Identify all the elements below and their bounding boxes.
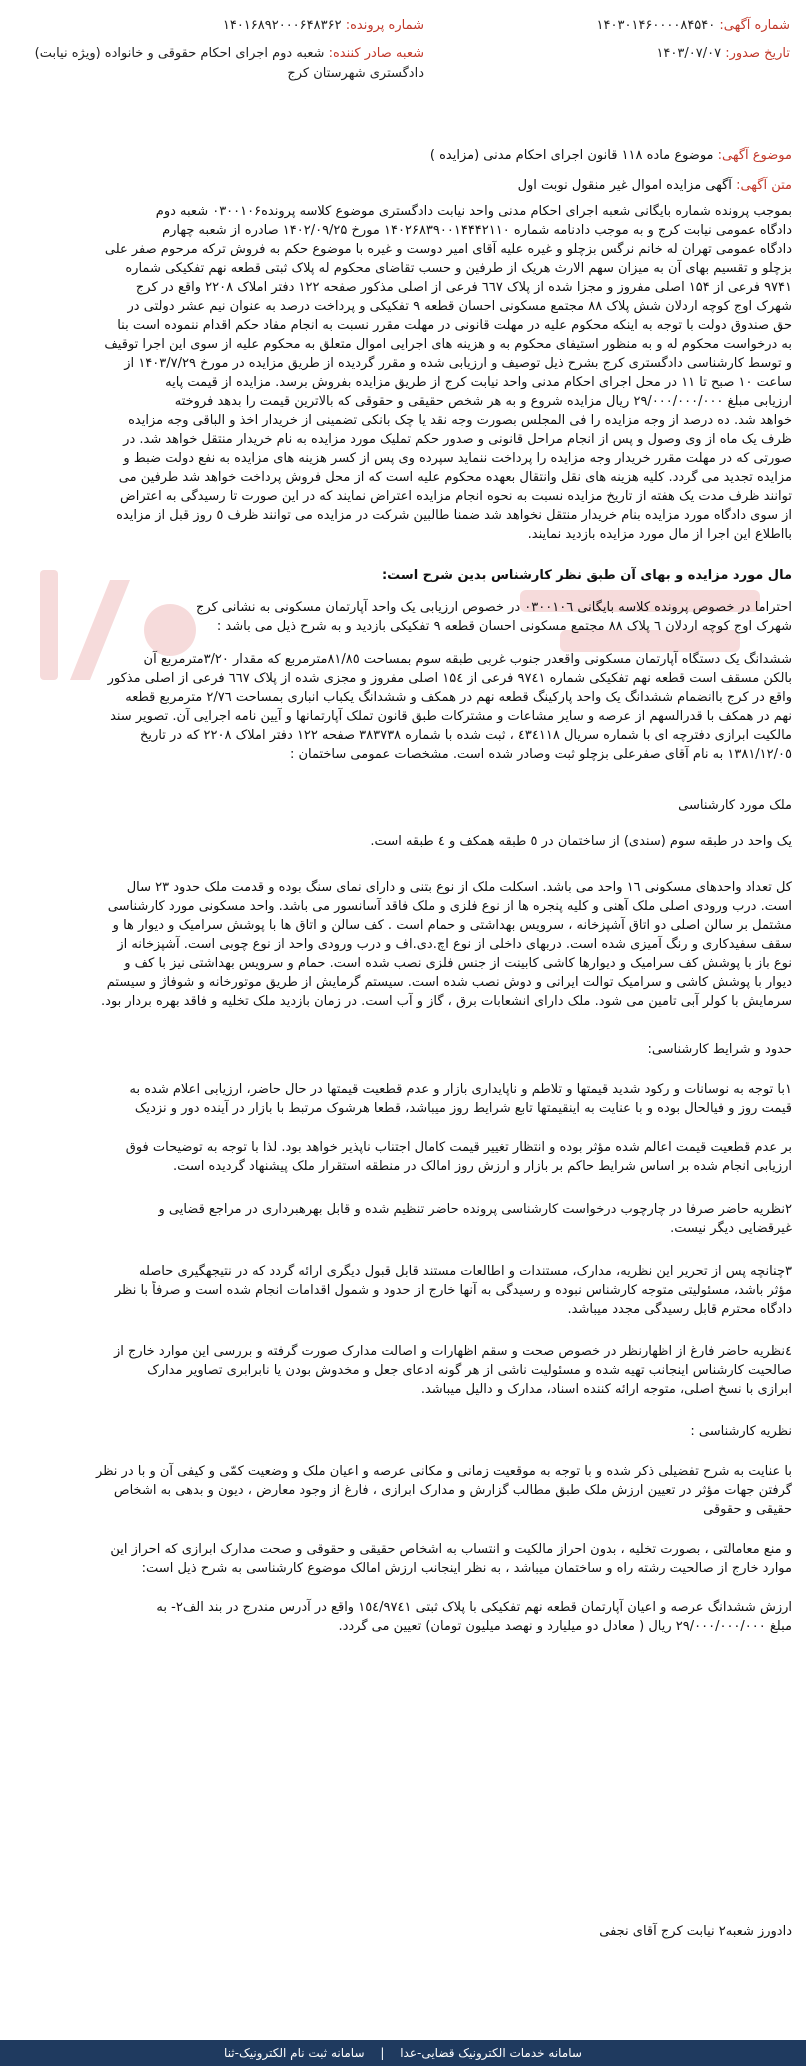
p1-line: از سوی دادگاه مورد مزایده بنام خریدار منتقل نخواهد شد ضمنا طالبین شرکت در مزایده می توانند ظرف ٥ روز قبل از مزایده bbox=[116, 508, 792, 523]
issuer-row bbox=[35, 46, 424, 61]
p5-line: کل تعداد واحدهای مسکونی ١٦ واحد می باشد. اسکلت ملک از نوع بتنی و دارای نمای سنگ بوده و قدمت ملک حدود ۲۳ سال bbox=[126, 880, 792, 895]
case-number-value: ۱۴۰۱۶۸۹۲۰۰۰۶۴۸۳۶۲ bbox=[222, 18, 342, 33]
p5-line: دیوار با پوشش کاشی و سرامیک توالت ایرانی و دوش نصب شده است. سیستم گرمایش از طریق موتورخانه و شوفاژ و سیستم bbox=[106, 975, 792, 990]
p1-line: شهرک اوج کوچه اردلان شش پلاک ۸۸ مجتمع مسکونی احسان قطعه ۹ تفکیکی و پرداخت درصد به عنوان نیم عشر دولتی در bbox=[127, 299, 792, 314]
ad-number-row bbox=[597, 18, 790, 33]
section-title: حدود و شرایط کارشناسی: bbox=[647, 1042, 792, 1057]
footer-link-sana[interactable]: سامانه ثبت نام الکترونیک-ثنا bbox=[224, 2046, 365, 2060]
p10-line: ابرازی با نسخ اصلی، متوجه ارائه کننده اسناد، مدارک و دالیل میباشد. bbox=[420, 1382, 792, 1397]
p1-line: دادگاه عمومی تهران له خانم نرگس بزچلو و غیره علیه آقای امیر دوست و غیره با موضوع حکم به فروش ترکه مرحوم صفر علی bbox=[104, 242, 792, 257]
issuer-label: شعبه صادر کننده: bbox=[328, 46, 424, 61]
p7-line: ارزیابی انجام شده بر اساس شرایط حاکم بر بازار و ارزش روز امالک در منطقه استقرار ملک پیشنهاد گردیده است. bbox=[172, 1159, 792, 1174]
issue-date-label: تاریخ صدور: bbox=[725, 46, 790, 61]
p1-line: و توسط کارشناسی دادگستری کرج بشرح ذیل توصیف و ارزیابی شده و مقرر گردیده از طریق مزایده در مورخ ۱۴۰۳/۷/۲۹ از bbox=[124, 356, 792, 371]
p2-line: شهرک اوج کوچه اردلان ٦ پلاک ۸۸ مجتمع مسکونی احسان قطعه ۹ تفکیکی بازدید و به شرح ذیل می باشد : bbox=[216, 619, 792, 634]
p5-line: سرمایش با کولر آبی تامین می شود. ملک دارای انشعابات برق ، گاز و آب است. در زمان بازدید ملک تخلیه و فاقد بهره بردار بود. bbox=[101, 994, 792, 1009]
p1-line: ۹۷۴۱ فرعی از ۱۵۴ اصلی مفروز و مجزا شده از پلاک ٦٦٧ فرعی از اصلی مذکور صفحه ۱۲۲ دفتر املاک ۲۲۰۸ واقع در کرج bbox=[135, 280, 792, 295]
p11-line: با عنایت به شرح تفضیلی ذکر شده و با توجه به موقعیت زمانی و مکانی عرصه و اعیان ملک و وضعیت کمّی و کیفی آن و با در نظر bbox=[95, 1464, 792, 1479]
p1-line: ساعت ۱۰ صبح تا ۱۱ در محل اجرای احکام مدنی واحد نیابت کرج از طریق مزایده بفروش برسد. مزایده از قیمت پایه bbox=[165, 375, 792, 390]
p8-line: غیرقضایی دیگر نیست. bbox=[670, 1221, 792, 1236]
p1-line: خواهد شد. ده درصد از وجه مزایده را فی المجلس بصورت وجه نقد یا چک بانکی تضمینی از خریدار اخذ و الباقی وجه مزایده bbox=[128, 413, 792, 428]
section-title: ملک مورد کارشناسی bbox=[678, 798, 792, 813]
ad-number-value: ۱۴۰۳۰۱۴۶۰۰۰۰۸۴۵۴۰ bbox=[596, 18, 716, 33]
p1-line: دادگاه عمومی نیابت کرج و به موجب دادنامه شماره ۱۴۰۲۶۸۳۹۰۰۱۴۴۴۲۱۱۰ مورخ ۱۴۰۲/۰۹/۲۵ صادره از شعبه چهارم bbox=[162, 223, 792, 238]
p1-line: مزایده تجدید می گردد. کلیه هزینه های نقل وانتقال بعهده محکوم علیه است که از محل فروش پرداخت خواهد شد طرفین می bbox=[118, 470, 792, 485]
p1-line: ارزیابی مبلغ ۲۹/۰۰۰/۰۰۰/۰۰۰ ریال مزایده شروع و به هر شخص حقیقی و حقوقی که بالاترین قیمت را بدهد فروخته bbox=[174, 394, 792, 409]
p11-line: حقیقی و حقوقی bbox=[703, 1502, 792, 1517]
p3-line: واقع در کرج باانضمام ششدانگ یک واحد پارکینگ قطعه نهم در همکف و ششدانگ یکباب انباری بمساحت ۲/۷٦ مترمربع قطعه bbox=[125, 690, 792, 705]
issue-date-row bbox=[656, 46, 790, 61]
p8-line: ۲نظریه حاضر صرفا در چارچوب درخواست کارشناسی پرونده حاضر تنظیم شده و قابل بهرهبرداری در مراجع قضایی و bbox=[158, 1202, 792, 1217]
p1-line: بااطلاع این اجرا از مال مورد مزایده بازدید نمایند. bbox=[527, 527, 792, 542]
p3-line: مالکیت ابرازی دفترچه ای با شماره سریال ٤٣٤١١٨ ، ثبت شده با شماره ۳۸۳۷۳۸ صفحه ۱۲۲ دفتر املاک ۲۲۰۸ که در تاریخ bbox=[140, 728, 792, 743]
body-title-line bbox=[14, 176, 792, 195]
p9-line: مؤثر باشد، مسئولیتی متوجه کارشناس نبوده و رسیدگی به آنها خارج از حدود و شمول اقدامات انجام شده است و صرفاً با نظر bbox=[114, 1283, 792, 1298]
p9-line: ۳چنانچه پس از تحریر این نظریه، مدارک، مستندات و اطالعات مستند قابل قبول دیگری ارائه گردد که در نتیجهگیری حاصله bbox=[139, 1264, 792, 1279]
p4-line: یک واحد در طبقه سوم (سندی) از ساختمان در ٥ طبقه همکف و ٤ طبقه است. bbox=[370, 834, 792, 849]
p1-line: توانند ظرف مدت یک هفته از تاریخ مزایده نسبت به نحوه انجام مزایده اعتراض نمایند که در این صورت تا رسیدگی به اعتراض bbox=[119, 489, 792, 504]
p1-line: به درخواست محکوم له و به منظور استیفای محکوم به و هزینه های اجرایی اموال متعلق به محکوم علیه از سوی این اجرا توقیف bbox=[104, 337, 792, 352]
p1-line: ظرف یک ماه از وی وصول و پس از انجام مراحل قانونی و صدور حکم تملیک مورد مزایده به نام خریدار منتقل خواهد شد. در bbox=[123, 432, 792, 447]
p12-line: و منع معامالتی ، بصورت تخلیه ، بدون احراز مالکیت و انتساب به اشخاص حقیقی و حقوقی و صحت مدارک ابرازی که احراز این bbox=[110, 1542, 792, 1557]
issue-date-value: ۱۴۰۳/۰۷/۰۷ bbox=[656, 46, 722, 61]
footer-bar bbox=[0, 2040, 806, 2066]
p6-line: قیمت روز و فیالحال بوده و با عنایت به اینقیمتها تابع شرایط روز میباشد، قطعا هرشوک مرتبط با بازار در آینده دور و نزدیک bbox=[134, 1101, 792, 1116]
p10-line: صالحیت کارشناس اینجانب تهیه شده و مسئولیت ناشی از هر گونه ادعای جعل و مخدوش بودن یا نابرابری تصاویر مدارک bbox=[147, 1363, 792, 1378]
footer-separator: | bbox=[380, 2046, 385, 2060]
p1-line: بموجب پرونده شماره بایگانی شعبه اجرای احکام مدنی واحد نیابت دادگستری موضوع کلاسه پرونده۰۳۰۰۱۰۶ شعبه دوم bbox=[155, 204, 792, 219]
section-title: مال مورد مزایده و بهای آن طبق نظر کارشناس بدین شرح است: bbox=[381, 568, 792, 583]
case-number-row bbox=[223, 18, 424, 33]
p5-line: سقف سفیدکاری و رنگ آمیزی شده است. دربهای داخلی از نوع اچ.دی.اف و درب ورودی واحد از نوع چوبی است. آشپزخانه از bbox=[117, 937, 792, 952]
ad-number-label: شماره آگهی: bbox=[719, 18, 790, 33]
p9-line: دادگاه محترم قابل رسیدگی مجدد میباشد. bbox=[567, 1302, 792, 1317]
p10-line: ٤نظریه حاضر فارغ از اظهارنظر در خصوص صحت و سقم اظهارات و اصالت مدارک صورت گرفته و بررسی این موارد خارج از bbox=[114, 1344, 792, 1359]
p1-line: بزچلو و تقسیم بهای آن به میزان سهم الارث هریک از طرفین و حسب تقاضای محکوم له پلاک ثبتی قطعه نهم تفکیکی شماره bbox=[125, 261, 792, 276]
p1-line: حق صندوق دولت با توجه به اینکه محکوم علیه در مهلت قانونی در مهلت مقرر نسبت به انجام مفاد حکم اقدام ننموده است بنا bbox=[117, 318, 792, 333]
body-title-value: آگهی مزایده اموال غیر منقول نوبت اول bbox=[517, 178, 732, 193]
p7-line: بر عدم قطعیت قیمت اعالم شده مؤثر بوده و انتظار تغییر قیمت کامال اجتناب ناپذیر خواهد بود. لذا با توجه به توضیحات فوق bbox=[125, 1140, 792, 1155]
section-title: نظریه کارشناسی : bbox=[690, 1424, 792, 1439]
case-number-label: شماره پرونده: bbox=[345, 18, 424, 33]
footer-link-adliran[interactable]: سامانه خدمات الکترونیک قضایی-عدا bbox=[400, 2046, 582, 2060]
p5-line: است. درب ورودی اصلی ملک آهنی و کلیه پنجره ها از نوع فلزی و ملک فاقد آسانسور می باشد. واحد مسکونی مورد کارشناسی bbox=[107, 899, 792, 914]
p1-line: صورتی که در مهلت مقرر خریدار وجه مزایده را پرداخت ننماید سپرده وی پس از کسر هزینه های مزایده به نفع دولت ضبط و bbox=[123, 451, 792, 466]
body-title-label: متن آگهی: bbox=[736, 178, 792, 193]
p13-line: مبلغ ۲۹/۰۰۰/۰۰۰/۰۰۰ ریال ( معادل دو میلیارد و نهصد میلیون تومان) تعیین می گردد. bbox=[338, 1619, 792, 1634]
p13-line: ارزش ششدانگ عرصه و اعیان آپارتمان قطعه نهم تفکیکی با پلاک ثبتی ۱٥٤/۹۷٤۱ واقع در آدرس مندرج در بند الف۲- به bbox=[156, 1600, 792, 1615]
p5-line: نوع باز با پوشش کف سرامیک و دیوارها کاشی کابینت از جنس فلزی نصب شده است. حمام و سرویس بهداشتی نیز با کف و bbox=[124, 956, 792, 971]
signature: دادورز شعبه۲ نیابت کرج آقای نجفی bbox=[599, 1924, 792, 1939]
subject-label: موضوع آگهی: bbox=[717, 148, 792, 163]
p3-line: ششدانگ یک دستگاه آپارتمان مسکونی واقعدر جنوب غربی طبقه سوم بمساحت ۸۱/۸٥مترمربع که مقدار ۳/۲۰مترمربع آن bbox=[143, 652, 792, 667]
subject-value: موضوع ماده ۱۱۸ قانون اجرای احکام مدنی (مزایده ) bbox=[429, 148, 714, 163]
issuer-value: شعبه دوم اجرای احکام حقوقی و خانواده (ویژه نیابت) bbox=[34, 46, 325, 61]
p3-line: بالکن مسقف است قطعه نهم تفکیکی شماره ۹۷٤۱ فرعی از ۱۵٤ اصلی مفروز و مجزی شده از پلاک ٦٦۷ فرعی از اصلی مذکور bbox=[107, 671, 792, 686]
p2-line: احتراما در خصوص پرونده کلاسه بایگانی ۰۳۰۰۱۰٦ در خصوص ارزیابی یک واحد آپارتمان مسکونی به نشانی کرج bbox=[195, 600, 792, 615]
p3-line: نهم در همکف با قدرالسهم از عرصه و سایر مشاعات و مشترکات طبق قانون تملک آپارتمانها و آیین نامه اجرایی آن. تصویر سند bbox=[110, 709, 792, 724]
p5-line: مشتمل بر سالن اصلی دو اتاق آشپزخانه ، سرویس بهداشتی و حمام است . کف سالن و اتاق ها با پوشش سرامیک و دیوار ها و bbox=[112, 918, 792, 933]
p6-line: ۱با توجه به نوسانات و رکود شدید قیمتها و تلاطم و ناپایداری بازار و عدم قطعیت قیمتها در حال حاضر، ارزیابی اعلام شده به bbox=[129, 1082, 792, 1097]
subject-line bbox=[14, 146, 792, 165]
p12-line: موارد خارج از صالحیت رشته راه و ساختمان میباشد ، به نظر اینجانب ارزش امالک موضوع کارشناسی به شرح ذیل است: bbox=[141, 1561, 792, 1576]
p11-line: گرفتن جهات مؤثر در تعیین ارزش ملک طبق مطالب گزارش و مدارک ابرازی ، فارغ از وجود معارض ، دیون و بدهی به اشخاص bbox=[113, 1483, 792, 1498]
p3-line: ۱۳۸۱/۱۲/۰٥ به نام آقای صفرعلی بزچلو ثبت وصادر شده است. مشخصات عمومی ساختمان : bbox=[289, 747, 792, 762]
issuer-row-2 bbox=[287, 66, 424, 81]
issuer-value-2: دادگستری شهرستان کرج bbox=[287, 66, 424, 81]
